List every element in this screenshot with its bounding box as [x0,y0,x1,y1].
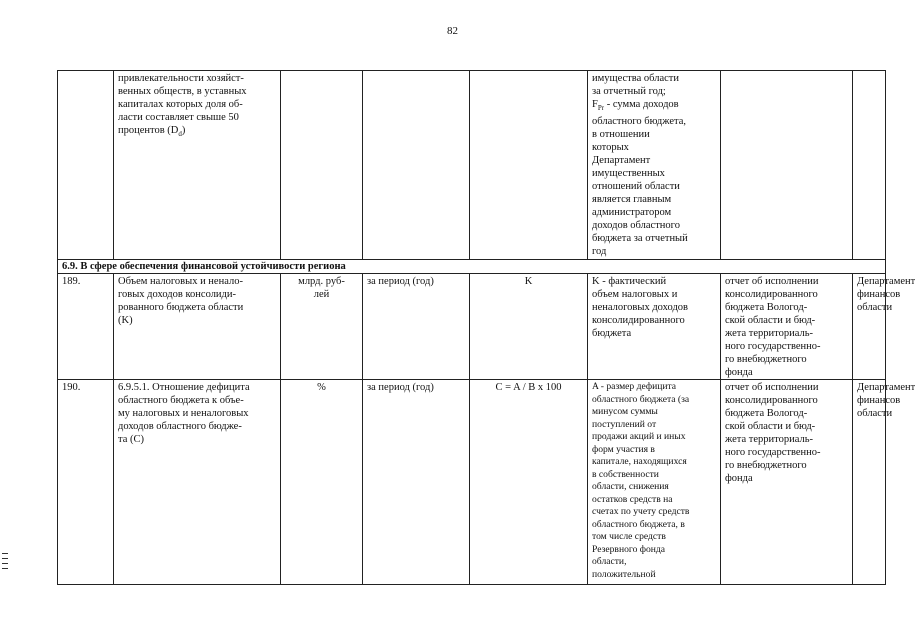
unit: % [281,380,363,585]
row-number: 189. [58,274,114,380]
source: отчет об исполнении консолидированного бюджета Вологод- ской области и бюд- жета территориаль- ного государственно- го внебюджетного фонда [721,380,853,585]
cell-method [588,71,721,260]
cell-name [114,71,281,260]
section-row [58,260,886,274]
continued-method-sub: Pr [597,104,605,113]
indicator-name: Объем налоговых и ненало- говых доходов консолиди- рованного бюджета области (K) [114,274,281,380]
period: за период (год) [363,380,470,585]
row-number: 190. [58,380,114,585]
formula: K [470,274,588,380]
table-row [58,380,886,585]
cell-period [363,71,470,260]
margin-scan-mark [2,553,8,587]
indicators-table [57,70,915,585]
table-row-continued [58,71,886,260]
cell-unit [281,71,363,260]
cell-num [58,71,114,260]
method: A - размер дефицита областного бюджета (за минусом суммы поступлений от продажи акций и иных форм участия в капитале, находящихся в собственности области, снижения остатков средств на счетах по учету средств областного бюджета, в том числе средств Резервного фонда области, положительной [588,380,721,585]
source: отчет об исполнении консолидированного бюджета Вологод- ской области и бюд- жета территориаль- ного государственно- го внебюджетного фонда [721,274,853,380]
continued-method-1: имущества области за отчетный год; F [592,73,679,110]
continued-name-sub: d [178,130,182,139]
cell-responsible [853,71,886,260]
section-title: 6.9. В сфере обеспечения финансовой устойчивости региона [58,260,886,274]
page-number: 82 [447,25,458,37]
period: за период (год) [363,274,470,380]
continued-method-rest: - сумма доходов областного бюджета, в отношении которых Департамент имущественных отношений области является главным администратором доходов областного бюджета за отчетный год [592,99,688,258]
formula: C = A / B x 100 [470,380,588,585]
cell-source [721,71,853,260]
continued-name: привлекательности хозяйст- венных обществ, в уставных капиталах которых доля об- ласти составляет свыше 50 процентов (D [118,73,247,136]
responsible: Департамент финансов области [853,380,886,585]
table-row [58,274,886,380]
unit: млрд. руб- лей [281,274,363,380]
responsible: Департамент финансов области [853,274,886,380]
method: K - фактический объем налоговых и неналоговых доходов консолидированного бюджета [588,274,721,380]
cell-formula [470,71,588,260]
indicator-name: 6.9.5.1. Отношение дефицита областного бюджета к объе- му налоговых и неналоговых доходов областного бюдже- та (C) [114,380,281,585]
continued-name-tail: ) [181,125,186,136]
